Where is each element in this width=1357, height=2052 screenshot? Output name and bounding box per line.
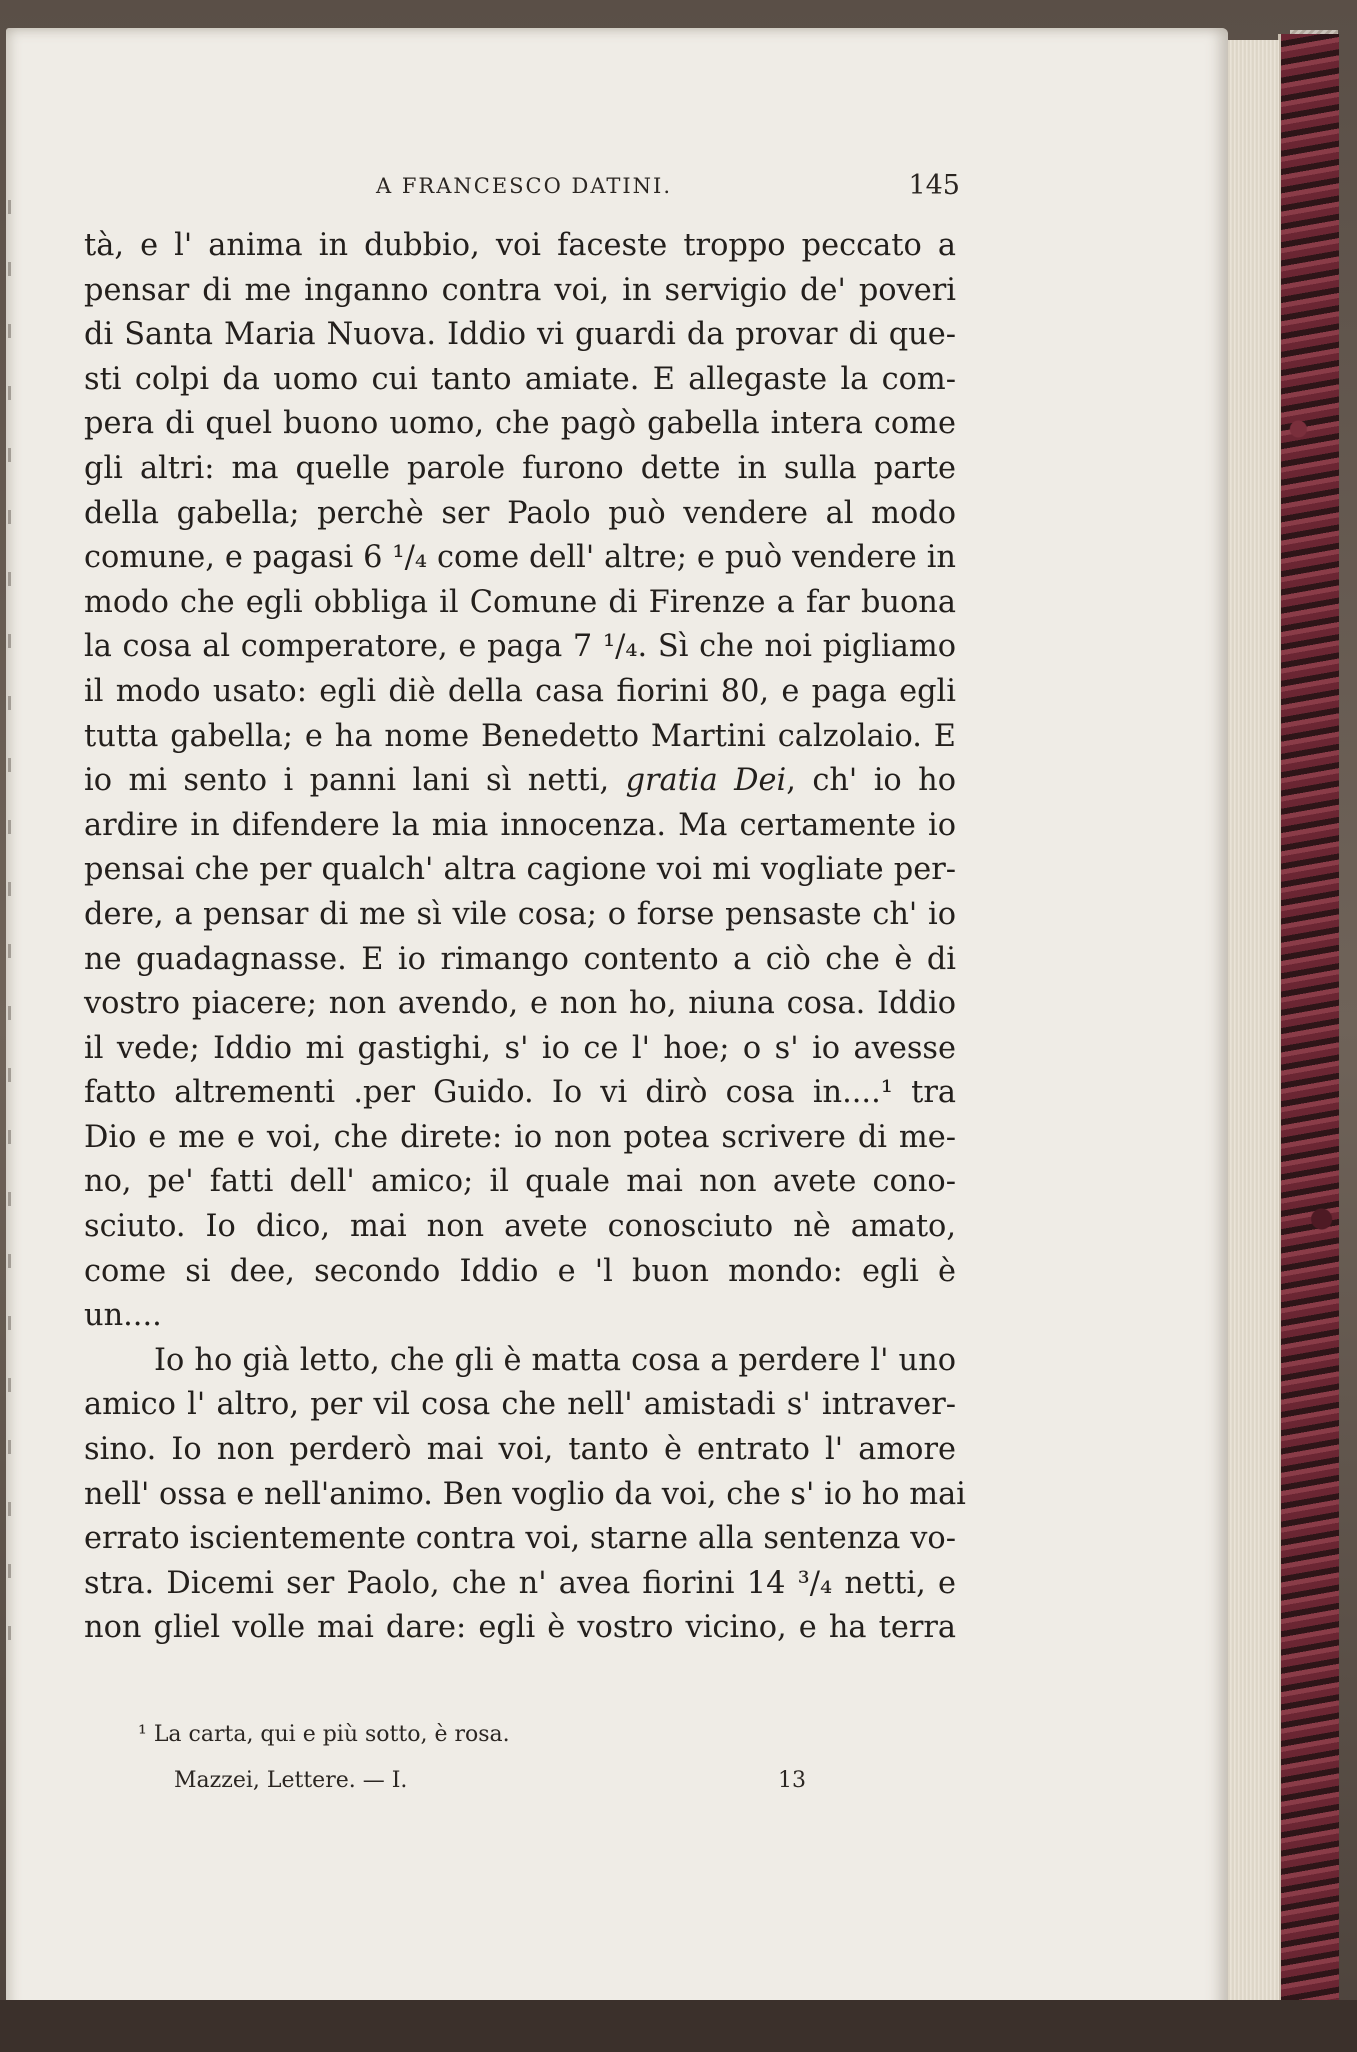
text-line: vostro piacere; non avendo, e non ho, niuna cosa. Iddio [84, 986, 956, 1022]
text-line: no, pe' fatti dell' amico; il quale mai non avete cono- [84, 1164, 956, 1200]
text-line: Io ho già letto, che gli è matta cosa a perdere l' uno [154, 1342, 956, 1378]
book-bottom-edge [0, 2000, 1357, 2052]
text-line: dere, a pensar di me sì vile cosa; o forse pensaste ch' io [84, 896, 956, 932]
text-line: il modo usato: egli diè della casa fiorini 80, e paga egli [84, 673, 956, 709]
running-head-title: A FRANCESCO DATINI. [376, 174, 673, 198]
text-line: pensai che per qualch' altra cagione voi mi vogliate per- [84, 852, 956, 888]
text-line: errato iscientemente contra voi, starne alla sentenza vo- [84, 1521, 956, 1557]
text-line: comune, e pagasi 6 ¹/₄ come dell' altre; e può vendere in [84, 540, 956, 576]
text-line: un.... [84, 1298, 162, 1334]
text-line: sino. Io non perderò mai voi, tanto è entrato l' amore [84, 1432, 956, 1468]
text-line: amico l' altro, per vil cosa che nell' amistadi s' intraver- [84, 1387, 956, 1423]
running-head [80, 170, 960, 210]
text-line: nell' ossa e nell'animo. Ben voglio da voi, che s' io ho mai [84, 1476, 966, 1512]
text-line: ardire in difendere la mia innocenza. Ma certamente io [84, 807, 956, 843]
text-line: della gabella; perchè ser Paolo può vendere al modo [84, 495, 956, 531]
text-line: io mi sento i panni lani sì netti, gratia Dei, ch' io ho [84, 763, 956, 799]
signature-number: 13 [778, 1768, 806, 1793]
body-text [84, 224, 966, 1651]
text-line: ne guadagnasse. E io rimango contento a ciò che è di [84, 941, 956, 977]
text-line: modo che egli obbliga il Comune di Firenze a far buona [84, 584, 956, 620]
text-line: sti colpi da uomo cui tanto amiate. E allegaste la com- [84, 361, 956, 397]
text-line: sciuto. Io dico, mai non avete conosciuto nè amato, [84, 1209, 956, 1245]
text-line: tà, e l' anima in dubbio, voi faceste troppo peccato a [84, 228, 956, 263]
text-line: pera di quel buono uomo, che pagò gabella intera come [84, 406, 956, 442]
text-line: gli altri: ma quelle parole furono dette in sulla parte [84, 450, 956, 486]
text-line: la cosa al comperatore, e paga 7 ¹/₄. Sì che noi pigliamo [84, 629, 956, 665]
text-line: stra. Dicemi ser Paolo, che n' avea fiorini 14 ³/₄ netti, e [84, 1565, 956, 1601]
page-edges [1222, 40, 1279, 2005]
text-line: pensar di me inganno contra voi, in servigio de' poveri [84, 272, 956, 308]
previous-page-edge [6, 200, 16, 1700]
text-line: fatto altrementi .per Guido. Io vi dirò cosa in....¹ tra [84, 1075, 956, 1111]
marbled-cover [1278, 34, 1339, 2009]
text-line: come si dee, secondo Iddio e 'l buon mondo: egli è [84, 1253, 956, 1289]
footnote: ¹ La carta, qui e più sotto, è rosa. [138, 1722, 510, 1747]
signature-line [174, 1768, 874, 1800]
page-number: 145 [908, 170, 960, 201]
signature-mark: Mazzei, Lettere. — I. [174, 1768, 408, 1793]
text-line: non gliel volle mai dare: egli è vostro vicino, e ha terra [84, 1610, 956, 1646]
text-line: di Santa Maria Nuova. Iddio vi guardi da provar di que- [84, 317, 956, 353]
text-line: il vede; Iddio mi gastighi, s' io ce l' hoe; o s' io avesse [84, 1030, 956, 1066]
text-line: tutta gabella; e ha nome Benedetto Martini calzolaio. E [84, 718, 956, 754]
text-line: Dio e me e voi, che direte: io non potea scrivere di me- [84, 1119, 956, 1155]
italic-phrase: gratia Dei [625, 763, 787, 799]
